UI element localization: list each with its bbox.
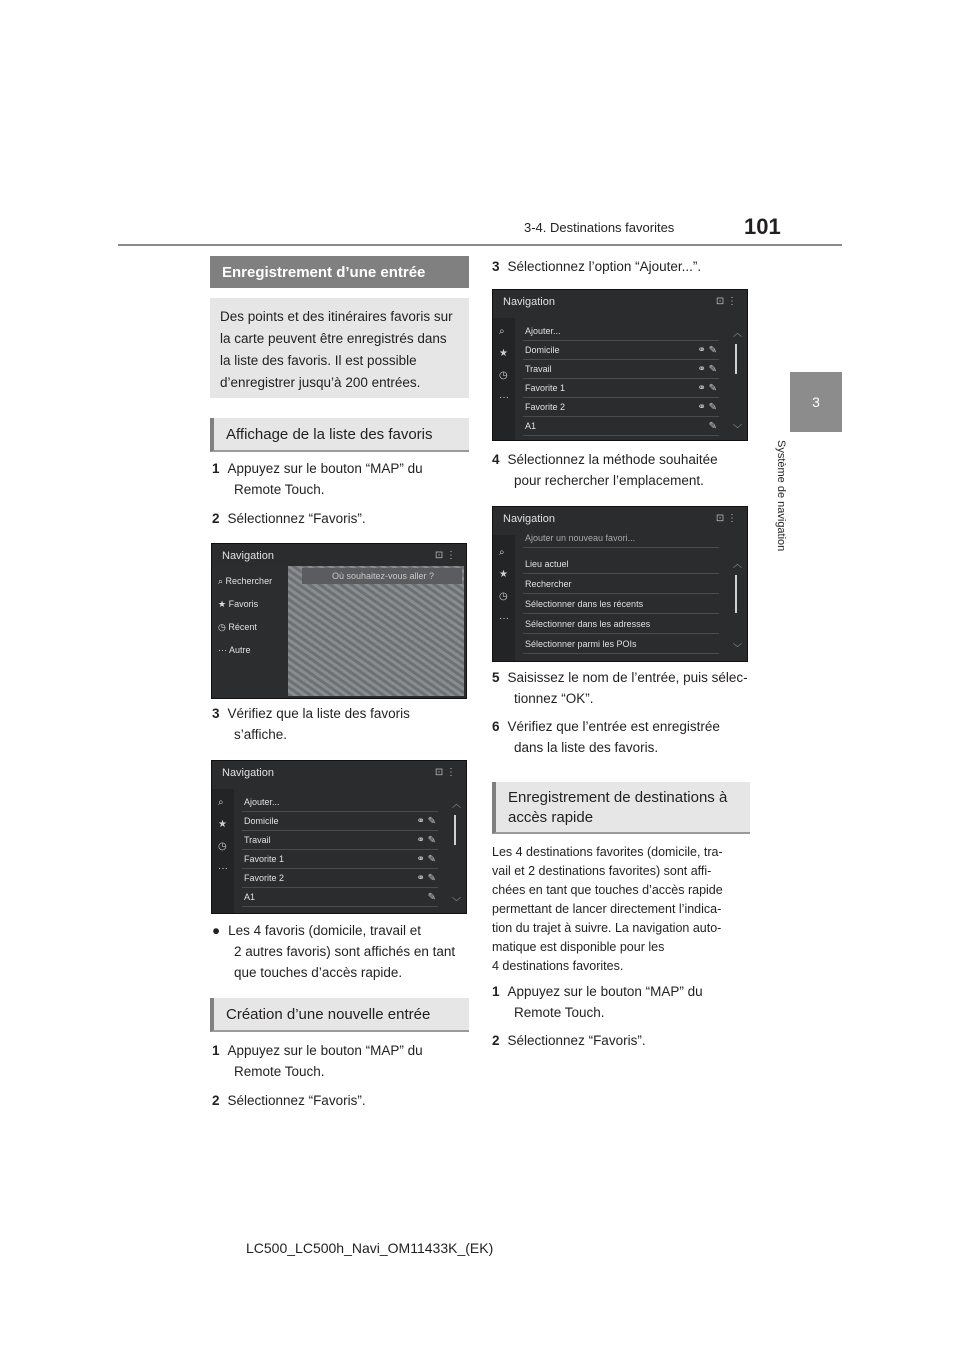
edit-icon: ⚭ ✎ (697, 401, 717, 413)
scroll-up-icon[interactable]: ︿ (733, 559, 743, 569)
section-heading: Enregistrement d’une entrée (210, 256, 469, 288)
scroll-down-icon[interactable]: ﹀ (733, 424, 743, 434)
status-icons: ⊡ ⋮ (715, 513, 737, 524)
star-icon[interactable]: ★ (218, 819, 227, 830)
scroll-up-icon[interactable]: ︿ (452, 799, 462, 809)
edit-icon: ✎ (708, 420, 717, 432)
list-item[interactable]: Favorite 1 ⚭ ✎ (242, 850, 438, 869)
chapter-side-label: Système de navigation (775, 440, 787, 552)
step-3r: 3 Sélectionnez l’option “Ajouter...”. (492, 259, 702, 274)
quick-access-paragraph: Les 4 destinations favorites (domicile, tra- vail et 2 destinations favorites) sont affi- chées en tant que touches d’accès rapide permettant de lancer directement l’indica- tion du trajet à suivre. La navigation auto- matique est disponible pour les 4 destinations favorites. (492, 845, 723, 973)
new-favorite-header: Ajouter un nouveau favori... (523, 529, 719, 548)
search-icon[interactable]: ⌕ (499, 547, 505, 558)
menu-other[interactable]: ··· Autre (218, 645, 251, 655)
scrollbar[interactable] (454, 815, 456, 845)
list-item[interactable]: A1 ✎ (242, 888, 438, 907)
scrollbar[interactable] (735, 344, 737, 374)
new-favorite-screen (492, 506, 748, 662)
map-view[interactable] (288, 566, 464, 696)
page-number: 101 (744, 214, 781, 239)
step-4r: 4 Sélectionnez la méthode souhaitée pour rechercher l’emplacement. (492, 452, 718, 488)
step-6r: 6 Vérifiez que l’entrée est enregistrée dans la liste des favoris. (492, 719, 720, 755)
more-icon[interactable]: ··· (218, 863, 228, 874)
step-3: 3 Vérifiez que la liste des favoris s’affiche. (212, 706, 410, 742)
step-1: 1 Appuyez sur le bouton “MAP” du Remote Touch. (212, 461, 423, 497)
list-item[interactable]: Lieu actuel (523, 555, 719, 574)
step-2: 2 Sélectionnez “Favoris”. (212, 511, 366, 526)
screen-sidebar (493, 535, 515, 661)
list-item[interactable]: Favorite 2 ⚭ ✎ (523, 398, 719, 417)
list-item[interactable]: Sélectionner parmi les POIs (523, 635, 719, 654)
list-item[interactable]: Favorite 1 ⚭ ✎ (523, 379, 719, 398)
subheading-quick-access: Enregistrement de destinations à accès rapide (492, 782, 750, 834)
star-icon[interactable]: ★ (499, 569, 508, 580)
edit-icon: ⚭ ✎ (697, 363, 717, 375)
document-code: LC500_LC500h_Navi_OM11433K_(EK) (246, 1240, 494, 1256)
menu-search[interactable]: ⌕ Rechercher (218, 576, 273, 586)
list-item[interactable]: Favorite 2 ⚭ ✎ (242, 869, 438, 888)
list-item[interactable]: Ajouter... (242, 793, 438, 812)
step-1b: 1 Appuyez sur le bouton “MAP” du Remote Touch. (212, 1043, 423, 1079)
list-item[interactable]: Travail ⚭ ✎ (523, 360, 719, 379)
step-2c: 2 Sélectionnez “Favoris”. (492, 1033, 646, 1048)
star-icon[interactable]: ★ (499, 348, 508, 359)
edit-icon: ⚭ ✎ (416, 853, 436, 865)
search-icon[interactable]: ⌕ (218, 797, 224, 808)
menu-recent[interactable]: ◷ Récent (218, 622, 257, 632)
status-icons: ⊡ ⋮ (715, 296, 737, 307)
map-screen (211, 543, 467, 699)
edit-icon: ⚭ ✎ (697, 344, 717, 356)
section-title: 3-4. Destinations favorites (524, 220, 675, 235)
list-item[interactable]: Domicile ⚭ ✎ (523, 341, 719, 360)
favorites-add-screen (492, 289, 748, 441)
scrollbar[interactable] (735, 575, 737, 613)
step-5r: 5 Saisissez le nom de l’entrée, puis sélec- tionnez “OK”. (492, 670, 748, 706)
map-menu (212, 566, 288, 698)
step-2b: 2 Sélectionnez “Favoris”. (212, 1093, 366, 1108)
screen-title: Navigation (222, 550, 274, 562)
scroll-down-icon[interactable]: ﹀ (733, 643, 743, 653)
map-search-input[interactable]: Où souhaitez-vous aller ? (302, 568, 462, 584)
more-icon[interactable]: ··· (499, 613, 509, 624)
clock-icon[interactable]: ◷ (218, 841, 227, 852)
list-item[interactable]: Sélectionner dans les adresses (523, 615, 719, 634)
scroll-up-icon[interactable]: ︿ (733, 328, 743, 338)
edit-icon: ⚭ ✎ (416, 815, 436, 827)
menu-favorites[interactable]: ★ Favoris (218, 599, 259, 609)
favorites-screen (211, 760, 467, 914)
list-item[interactable]: Travail ⚭ ✎ (242, 831, 438, 850)
edit-icon: ⚭ ✎ (416, 834, 436, 846)
scroll-down-icon[interactable]: ﹀ (452, 897, 462, 907)
intro-box: Des points et des itinéraires favoris sur la carte peuvent être enregistrés dans la liste des favoris. Il est possible d’enregistrer jusqu’à 200 entrées. (210, 298, 469, 398)
screen-sidebar (212, 789, 234, 913)
screen-title: Navigation (222, 767, 274, 779)
edit-icon: ⚭ ✎ (697, 382, 717, 394)
search-icon[interactable]: ⌕ (499, 326, 505, 337)
subheading-new-entry: Création d’une nouvelle entrée (210, 998, 469, 1032)
chapter-tab: 3 (790, 372, 842, 432)
screen-title: Navigation (503, 296, 555, 308)
list-item[interactable]: Ajouter... (523, 322, 719, 341)
edit-icon: ⚭ ✎ (416, 872, 436, 884)
list-item[interactable]: Sélectionner dans les récents (523, 595, 719, 614)
screen-sidebar (493, 318, 515, 440)
header-rule (118, 244, 842, 246)
status-icons: ⊡ ⋮ (434, 550, 456, 561)
list-item[interactable]: A1 ✎ (523, 417, 719, 436)
clock-icon[interactable]: ◷ (499, 370, 508, 381)
clock-icon[interactable]: ◷ (499, 591, 508, 602)
edit-icon: ✎ (427, 891, 436, 903)
status-icons: ⊡ ⋮ (434, 767, 456, 778)
list-item[interactable]: Domicile ⚭ ✎ (242, 812, 438, 831)
step-1c: 1 Appuyez sur le bouton “MAP” du Remote Touch. (492, 984, 703, 1020)
screen-title: Navigation (503, 513, 555, 525)
subheading-favorites-list: Affichage de la liste des favoris (210, 418, 469, 452)
list-item[interactable]: Rechercher (523, 575, 719, 594)
bullet-note: ● Les 4 favoris (domicile, travail et 2 autres favoris) sont affichés en tant que touches d’accès rapide. (212, 923, 456, 980)
more-icon[interactable]: ··· (499, 392, 509, 403)
